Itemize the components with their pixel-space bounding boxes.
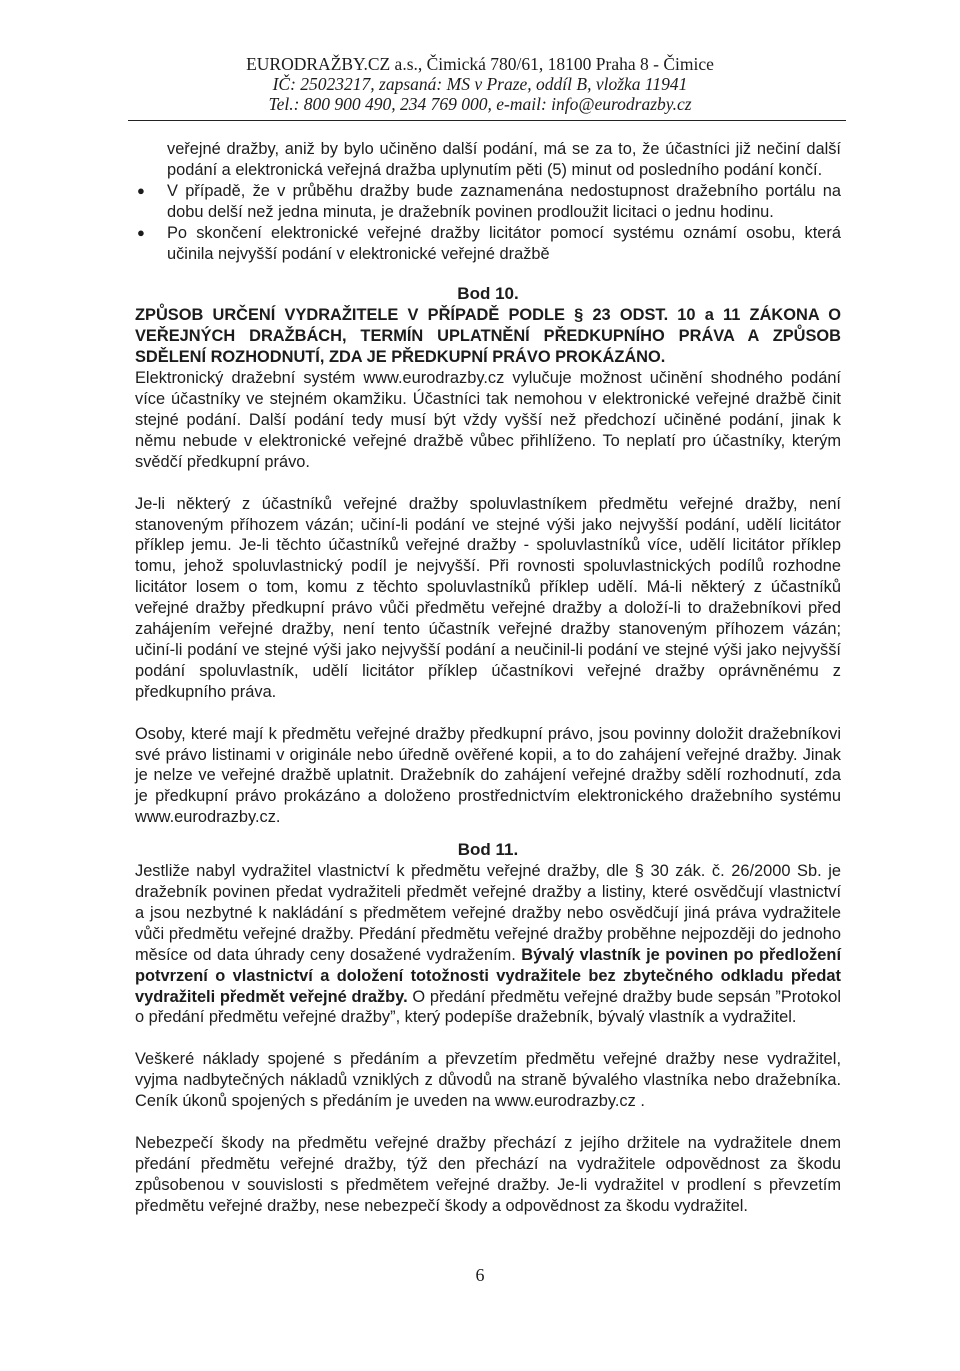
page-number: 6: [475, 1265, 485, 1285]
section-10-title-line2: ZPŮSOB SDĚLENÍ ROZHODNUTÍ, ZDA JE PŘEDKUPNÍ PRÁVO PROKÁZÁNO.: [135, 327, 841, 367]
section-10-paragraph-2: Je-li některý z účastníků veřejné dražby spoluvlastníkem předmětu veřejné dražby, není stanoveným příhozem vázán; učiní-li podání ve stejné výši jako nejvyšší podání, udělí licitátor příklep jemu. Je-li těchto účastníků veřejné dražby - spoluvlastníků více, udělí licitátor příklep tomu, jehož spoluvlastnický podíl je nejvyšší. Při rovnosti spoluvlastnických podílů rozhodne licitátor losem o tom, komu z těchto spoluvlastníků příklep udělí. Má-li některý z účastníků veřejné dražby předkupní právo vůči předmětu veřejné dražby a doloží-li to dražebníkovi před zahájením veřejné dražby, není tento účastník veřejné dražby stanoveným příhozem vázán; učiní-li podání ve stejné výši jako nejvyšší podání a neučinil-li podání ve stejné výši jako nejvyšší podání spoluvlastník, udělí licitátor příklep účastníkovi veřejné dražby oprávněnému z předkupního práva.: [135, 494, 841, 701]
bullet-list: [135, 181, 841, 265]
document-body: [135, 139, 841, 1217]
bullet-text: V případě, že v průběhu dražby bude zaznamenána nedostupnost dražebního portálu na dobu delší než jedna minuta, je dražebník povinen prodloužit licitaci o jednu hodinu.: [167, 181, 841, 221]
section-10-paragraph-1: Elektronický dražební systém www.eurodrazby.cz vylučuje možnost učinění shodného podání více účastníky ve stejném okamžiku. Účastníci tak nemohou v elektronické veřejné dražbě činit stejné podání. Další podání tedy musí být vždy vyšší než předchozí učiněné podání, jinak k němu nebude v elektronické veřejné dražbě vůbec přihlíženo. To neplatí pro účastníky, kterým svědčí předkupní právo.: [135, 369, 841, 471]
section-10-title-line1: ZPŮSOB URČENÍ VYDRAŽITELE V PŘÍPADĚ PODLE § 23 ODST. 10 a 11 ZÁKONA O VEŘEJNÝCH DRAŽBÁCH, TERMÍN UPLATNĚNÍ PŘEDKUPNÍHO PRÁVA A: [135, 306, 841, 346]
bullet-item: [135, 223, 841, 265]
section-10-paragraph-3: Osoby, které mají k předmětu veřejné dražby předkupní právo, jsou povinny doložit dražebníkovi své právo listinami v originále nebo úředně ověřené kopii, a to do zahájení veřejné dražby. Jinak je nelze ve veřejné dražbě uplatnit. Dražebník do zahájení veřejné dražby sdělí rozhodnutí, zda je předkupní právo prokázáno a doloženo prostřednictvím elektronického dražebního systému www.eurodrazby.cz.: [135, 724, 841, 827]
header-divider: [128, 120, 846, 121]
section-10-title: [135, 305, 841, 368]
bullet-icon: ●: [137, 224, 145, 240]
registration-line: IČ: 25023217, zapsaná: MS v Praze, oddíl B, vložka 11941: [272, 74, 688, 94]
bullet-text: Po skončení elektronické veřejné dražby licitátor pomocí systému oznámí osobu, která učinila nejvyšší podání v elektronické veřejné dražbě: [167, 223, 841, 263]
section-11-paragraph-2: Veškeré náklady spojené s předáním a převzetím předmětu veřejné dražby nese vydražitel, vyjma nadbytečných nákladů vzniklých z důvodů na straně bývalého vlastníka nebo dražebníka. Ceník úkonů spojených s předáním je uveden na www.eurodrazby.cz .: [135, 1050, 841, 1111]
section-11-paragraph-1: [135, 861, 841, 1028]
section-11-p1-end: O předání předmětu veřejné dražby bude sepsán ”Protokol o předání předmětu veřejné dražby”, který podepíše dražebník, bývalý vlastník a vydražitel.: [135, 987, 842, 1027]
letterhead: [0, 54, 960, 114]
section-11-p1-start: Jestliže nabyl vydražitel vlastnictví k předmětu veřejné dražby, dle § 30 zák. č. 26/2000 Sb. je dražebník povinen předat vydražiteli předmět veřejné dražby a listiny, které osvědčují vlastnictví a jsou nezbytné k nakládání s předmětem veřejné dražby nebo osvědčují jiná práva vydražitele vůči předmětu veřejné dražby. Předání předmětu veřejné dražby proběhne nejpozději do jednoho měsíce od data úhrady ceny dosažené vydražením.: [135, 862, 841, 964]
intro-continuation: veřejné dražby, aniž by bylo učiněno další podání, má se za to, že účastníci již nečiní další podání a elektronická veřejná dražba uplynutím pěti (5) minut od posledního podání končí.: [167, 140, 841, 179]
bullet-item: [135, 181, 841, 223]
section-11-paragraph-3: Nebezpečí škody na předmětu veřejné dražby přechází z jejího držitele na vydražitele dnem předání předmětu veřejné dražby, týž den přechází na vydražitele odpovědnost za škodu způsobenou v souvislosti s předmětem veřejné dražby. Je-li vydražitel v prodlení s převzetím předmětu veřejné dražby, nese nebezpečí škody a odpovědnost za škodu vydražitel.: [135, 1134, 841, 1215]
section-10-heading: Bod 10.: [457, 284, 519, 304]
contact-line: Tel.: 800 900 490, 234 769 000, e-mail: info@eurodrazby.cz: [268, 94, 692, 114]
bullet-icon: ●: [137, 182, 145, 198]
company-line: EURODRAŽBY.CZ a.s., Čimická 780/61, 18100 Praha 8 - Čimice: [246, 54, 714, 74]
section-11-heading: Bod 11.: [457, 840, 519, 860]
section-11-p1-bold: Bývalý vlastník je povinen po předložení potvrzení o vlastnictví a doložení totožnosti vydražitele bez zbytečného odkladu předat vydražiteli předmět veřejné dražby.: [135, 945, 841, 1006]
